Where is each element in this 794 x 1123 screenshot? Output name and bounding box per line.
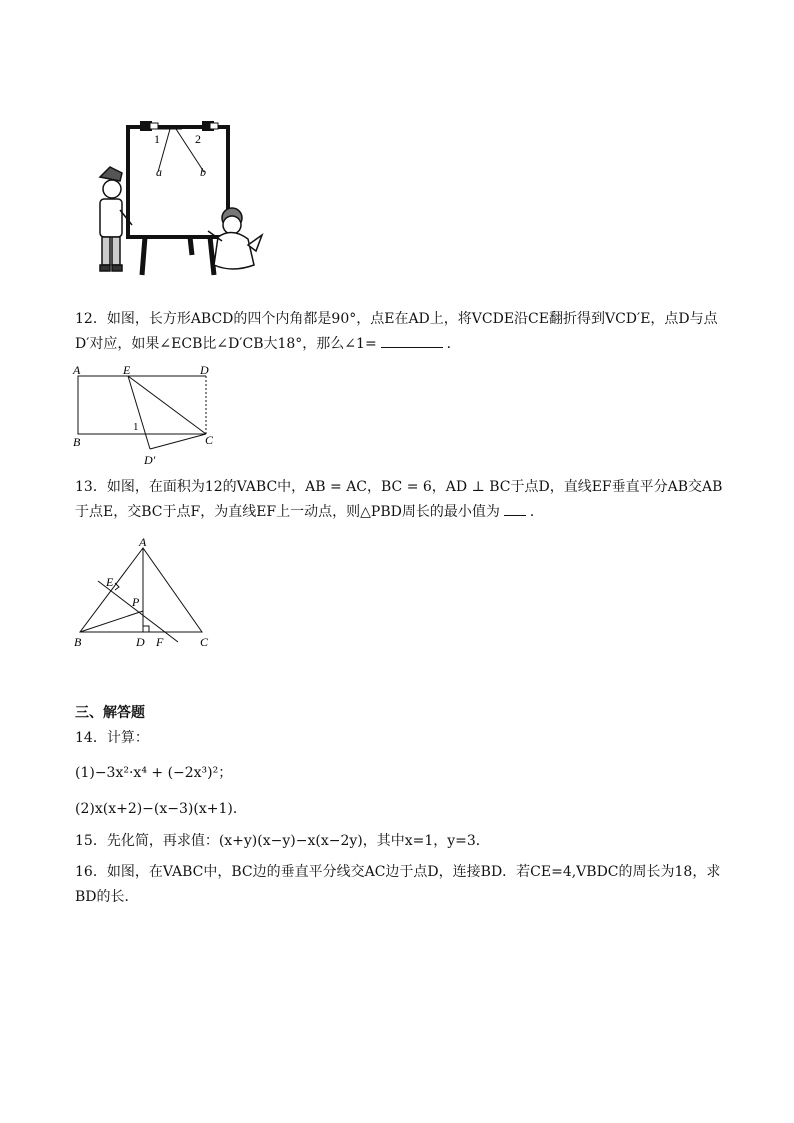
label-D-prime: D′	[144, 453, 156, 467]
label-D: D	[136, 635, 145, 649]
question-12	[75, 307, 725, 357]
question-14-part-1: (1)−3x²·x⁴ + (−2x³)²；	[75, 765, 233, 781]
question-13-text: 13．如图，在面积为12的VABC中，AB = AC，BC = 6，AD ⊥ BC于点D，直线EF垂直平分AB交AB于点E，交BC于点F，为直线EF上一动点，则△PBD周长的最小值为	[75, 479, 723, 520]
question-16: 16．如图，在VABC中，BC边的垂直平分线交AC边于点D，连接BD．若CE=4,VBDC的周长为18，求BD的长．	[75, 864, 721, 905]
label-C: C	[200, 635, 209, 649]
label-A: A	[139, 538, 147, 549]
question-15: 15．先化简，再求值：(x+y)(x−y)−x(x−2y)，其中x=1，y=3．	[75, 833, 490, 849]
question-12-tail: ．	[446, 336, 461, 352]
label-F: F	[156, 635, 164, 649]
ray-b-label: b	[200, 165, 206, 179]
question-14-part-2: (2)x(x+2)−(x−3)(x+1)．	[75, 801, 247, 817]
question-13-tail: ．	[529, 504, 544, 520]
angle-1-label: 1	[154, 132, 160, 146]
answer-blank-13[interactable]	[504, 501, 526, 516]
label-B: B	[73, 435, 81, 449]
answer-blank-12[interactable]	[381, 333, 443, 348]
label-C: C	[205, 433, 214, 447]
angle-2-label: 2	[195, 132, 201, 146]
figure-rectangle-fold	[70, 364, 220, 474]
section-title: 三、解答题	[75, 705, 145, 721]
board-illustration	[80, 115, 270, 285]
label-D: D	[200, 364, 209, 377]
label-angle-1: 1	[133, 421, 139, 433]
question-14-title: 14．计算：	[75, 730, 149, 746]
label-P: P	[132, 595, 140, 609]
figure-triangle-abc	[70, 538, 220, 653]
label-A: A	[73, 364, 81, 377]
label-E: E	[123, 364, 131, 377]
label-B: B	[74, 635, 82, 649]
ray-a-label: a	[156, 165, 162, 179]
label-E: E	[106, 575, 114, 589]
question-13	[75, 475, 725, 525]
question-12-text: 12．如图，长方形ABCD的四个内角都是90°，点E在AD上，将VCDE沿CE翻折得到VCD′E，点D与点D′对应，如果∠ECB比∠D′CB大18°，那么∠1=	[75, 311, 718, 352]
